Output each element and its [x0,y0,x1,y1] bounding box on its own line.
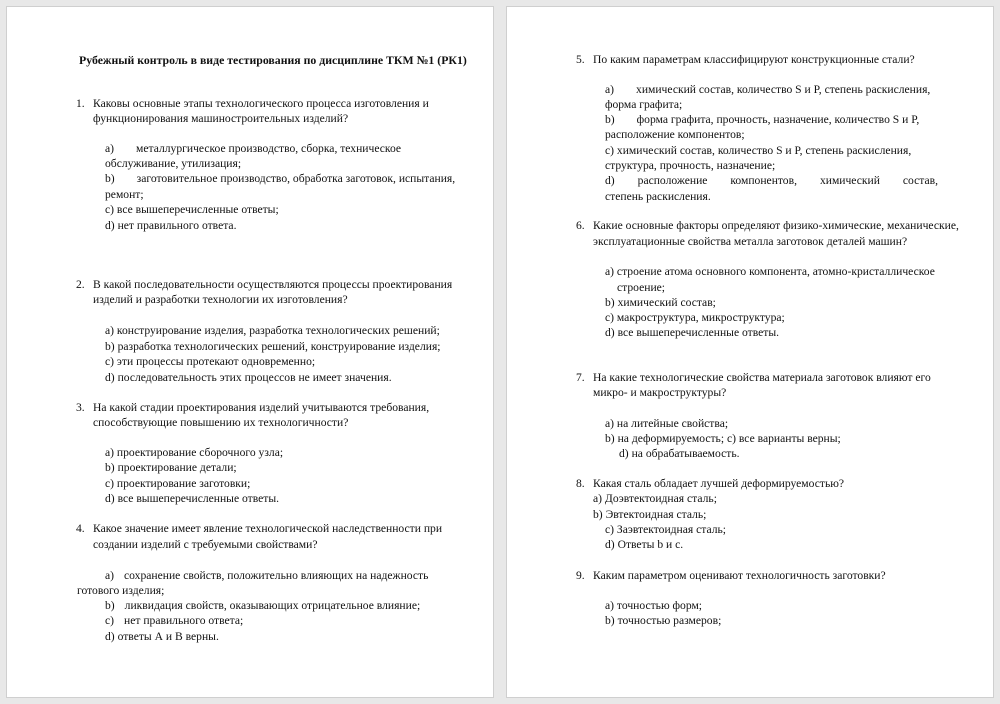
option-text: конструирование изделия, разработка технологических решений; [116,324,440,337]
option-label: b) [105,599,115,612]
option-text: ликвидация свойств, оказывающих отрицательное влияние; [124,599,421,612]
option-label: b) [605,432,615,445]
answer-option-b [605,295,716,310]
option-label: a) [105,324,115,337]
answer-option-d [105,370,392,385]
option-text: проектирование сборочного узла; [116,446,284,459]
option-text: Доэвтектоидная сталь; [604,492,717,505]
option-label: c) [605,523,615,536]
question-number: 3. [76,401,85,414]
option-text: на деформируемость; [617,432,725,445]
question-number: 4. [76,522,85,535]
option-label: b) [105,461,115,474]
answer-option-d [105,491,279,506]
answer-option-d [105,629,219,644]
option-text: металлургическое производство, сборка, техническое [136,142,402,155]
option-text: строение атома основного компонента, атомно-кристаллическое [616,265,935,278]
question-text: Каким параметром оценивают технологичность заготовки? [593,569,886,582]
option-text: заготовительное производство, обработка заготовок, испытания, [136,172,456,185]
option-text: макроструктура, микроструктура; [616,311,785,324]
question-number: 8. [576,477,585,490]
question-number: 2. [76,278,85,291]
question-number: 7. [576,371,585,384]
option-text: последовательность этих процессов не имеет значения. [117,371,392,384]
option-label: a) [605,265,615,278]
option-label: b) [593,508,603,521]
option-label: d) [105,371,115,384]
question-text: Какое значение имеет явление технологической наследственности при [93,522,443,535]
option-label: c) [726,432,736,445]
answer-option-c [605,310,785,325]
option-text: ответы А и В верны. [117,630,219,643]
answer-option-d [605,173,938,188]
option-label: d) [105,219,115,232]
answer-option-c [105,202,279,217]
option-label: a) [605,417,615,430]
answer-option-b [593,507,706,522]
question-text: На какие технологические свойства материала заготовок влияют его [593,371,931,384]
option-text: точностью размеров; [617,614,722,627]
option-text: точностью форм; [616,599,703,612]
answer-option-c [105,354,315,369]
option-text: на обрабатываемость. [631,447,740,460]
option-text: химический состав, количество S и P, степень раскисления, [616,144,912,157]
answer-option-a [105,323,440,338]
option-text-cont: готового изделия; [77,584,165,597]
question-number: 5. [576,53,585,66]
option-text-cont: ремонт; [105,188,144,201]
option-label: b) [605,113,615,126]
question-number: 9. [576,569,585,582]
option-label: b) [605,296,615,309]
document-page-2 [506,6,994,698]
option-label: d) [105,630,115,643]
option-label: d) [105,492,115,505]
question-text: Каковы основные этапы технологического процесса изготовления и [93,97,429,110]
option-text: все вышеперечисленные ответы. [117,492,280,505]
option-text-cont: степень раскисления. [605,190,711,203]
option-text: проектирование детали; [117,461,237,474]
option-text: форма графита, прочность, назначение, количество S и P, [636,113,920,126]
option-text: все вышеперечисленные ответы; [116,203,279,216]
option-text-cont: расположение компонентов; [605,128,745,141]
option-label: c) [105,477,115,490]
option-label: c) [605,311,615,324]
question-text: микро- и макроструктуры? [593,386,727,399]
option-text: химический состав, количество S и P, степень раскисления, [636,83,931,96]
question-number: 1. [76,97,85,110]
option-label: b) [105,172,115,185]
document-title: Рубежный контроль в виде тестирования по дисциплине ТКМ №1 (РК1) [79,53,467,67]
option-text: химический состав; [617,296,716,309]
option-text: на литейные свойства; [616,417,729,430]
option-label: c) [105,203,115,216]
answer-option-b [105,598,420,613]
answer-option-a [105,445,283,460]
question-text: изделий и разработки технологии их изготовления? [93,293,348,306]
question-text: Какая сталь обладает лучшей деформируемостью? [593,477,845,490]
question-text: Какие основные факторы определяют физико-химические, механические, [593,219,959,232]
option-text: проектирование заготовки; [116,477,251,490]
option-label: d) [605,326,615,339]
option-text-cont: обслуживание, утилизация; [105,157,242,170]
option-text: сохранение свойств, положительно влияющих на надежность [124,569,429,582]
option-text: все вышеперечисленные ответы. [617,326,780,339]
answer-option-b [105,460,237,475]
option-label: d) [605,174,615,187]
answer-option-a [605,264,935,279]
option-label: d) [619,447,629,460]
document-page-1 [6,6,494,698]
option-label: c) [105,355,115,368]
option-text: нет правильного ответа. [117,219,237,232]
answer-option-b [105,171,455,186]
question-text: В какой последовательности осуществляются процессы проектирования [93,278,453,291]
question-text: эксплуатационные свойства металла заготовок деталей машин? [593,235,908,248]
option-label: a) [593,492,603,505]
answer-option-c [605,143,911,158]
answer-option-b-c [605,431,841,446]
option-label: a) [105,569,115,582]
answer-option-a [605,598,702,613]
option-label: c) [105,614,115,627]
question-text: На какой стадии проектирования изделий учитываются требования, [93,401,430,414]
option-label: a) [105,142,115,155]
answer-option-d [105,218,236,233]
option-text: нет правильного ответа; [124,614,244,627]
question-text: По каким параметрам классифицируют конструкционные стали? [593,53,915,66]
option-label: b) [605,614,615,627]
answer-option-c [105,476,250,491]
answer-option-c [605,522,726,537]
option-label: d) [605,538,615,551]
option-label: c) [605,144,615,157]
answer-option-b [605,613,721,628]
answer-option-a [105,141,401,156]
option-text: эти процессы протекают одновременно; [116,355,316,368]
question-text: создании изделий с требуемыми свойствами? [93,538,318,551]
option-label: a) [605,83,615,96]
answer-option-b [605,112,919,127]
answer-option-a [605,82,930,97]
question-number: 6. [576,219,585,232]
option-text: Заэвтектоидная сталь; [616,523,727,536]
question-text: функционирования машиностроительных изделий? [93,112,349,125]
answer-option-a [605,416,728,431]
option-text: Ответы b и с. [617,538,684,551]
option-text: разработка технологических решений, конструирование изделия; [117,340,441,353]
option-text-cont: структура, прочность, назначение; [605,159,776,172]
answer-option-c [105,613,243,628]
option-label: a) [105,446,115,459]
answer-option-d [605,537,683,552]
answer-option-b [105,339,441,354]
option-text-cont: форма графита; [605,98,683,111]
question-text: способствующие повышению их технологичности? [93,416,349,429]
answer-option-d [605,325,779,340]
option-text: расположение компонентов, химический состав, [637,174,938,187]
option-text-cont: строение; [617,281,666,294]
answer-option-d [619,446,740,461]
option-label: b) [105,340,115,353]
option-text: все варианты верны; [738,432,841,445]
answer-option-a [593,491,717,506]
option-text: Эвтектоидная сталь; [605,508,707,521]
option-label: a) [605,599,615,612]
answer-option-a [105,568,428,583]
